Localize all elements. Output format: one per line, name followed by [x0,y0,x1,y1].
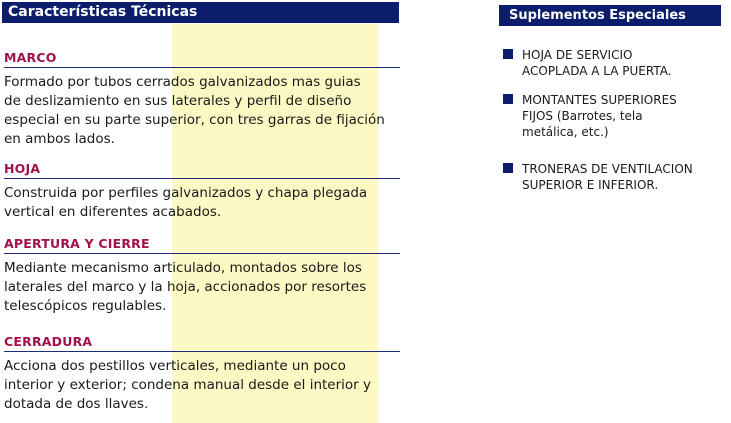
side-header: Suplementos Especiales [499,5,721,26]
main-header: Características Técnicas [2,2,399,23]
section-title: HOJA [4,161,400,179]
section-body [4,184,404,222]
square-bullet-icon [503,163,513,173]
body-line: Acciona dos pestillos verticales, mediante un poco [4,358,346,374]
body-line: vertical en diferentes acabados. [4,204,222,220]
section-marco [4,50,400,149]
list-item-line: TRONERAS DE VENTILACION [522,162,693,176]
list-item-line: metálica, etc.) [522,125,609,139]
list-item-line: SUPERIOR E INFERIOR. [522,178,659,192]
section-title: APERTURA Y CIERRE [4,236,400,254]
list-item-line: ACOPLADA A LA PUERTA. [522,64,672,78]
section-title: CERRADURA [4,334,400,352]
body-line: especial en su parte superior, con tres garras de fijación [4,112,385,128]
section-apertura-y-cierre [4,236,400,316]
list-item-line: HOJA DE SERVICIO [522,48,633,62]
section-cerradura [4,334,400,414]
body-line: Mediante mecanismo articulado, montados sobre los [4,260,362,276]
body-line: de deslizamiento en sus laterales y perfil de diseño [4,93,352,109]
list-item-line: MONTANTES SUPERIORES [522,93,677,107]
body-line: laterales del marco y la hoja, accionados por resortes [4,279,367,295]
section-hoja [4,161,400,222]
body-line: dotada de dos llaves. [4,396,149,412]
list-item-line: FIJOS (Barrotes, tela [522,109,643,123]
body-line: Construida por perfiles galvanizados y chapa plegada [4,185,368,201]
list-item-text [522,161,727,193]
section-body [4,357,404,414]
list-item-text [522,47,727,79]
section-body [4,73,404,149]
section-title: MARCO [4,50,400,68]
body-line: en ambos lados. [4,131,115,147]
list-item-text [522,92,727,140]
body-line: interior y exterior; condena manual desde el interior y [4,377,371,393]
square-bullet-icon [503,94,513,104]
square-bullet-icon [503,49,513,59]
body-line: Formado por tubos cerrados galvanizados mas guias [4,74,361,90]
body-line: telescópicos regulables. [4,298,167,314]
section-body [4,259,404,316]
